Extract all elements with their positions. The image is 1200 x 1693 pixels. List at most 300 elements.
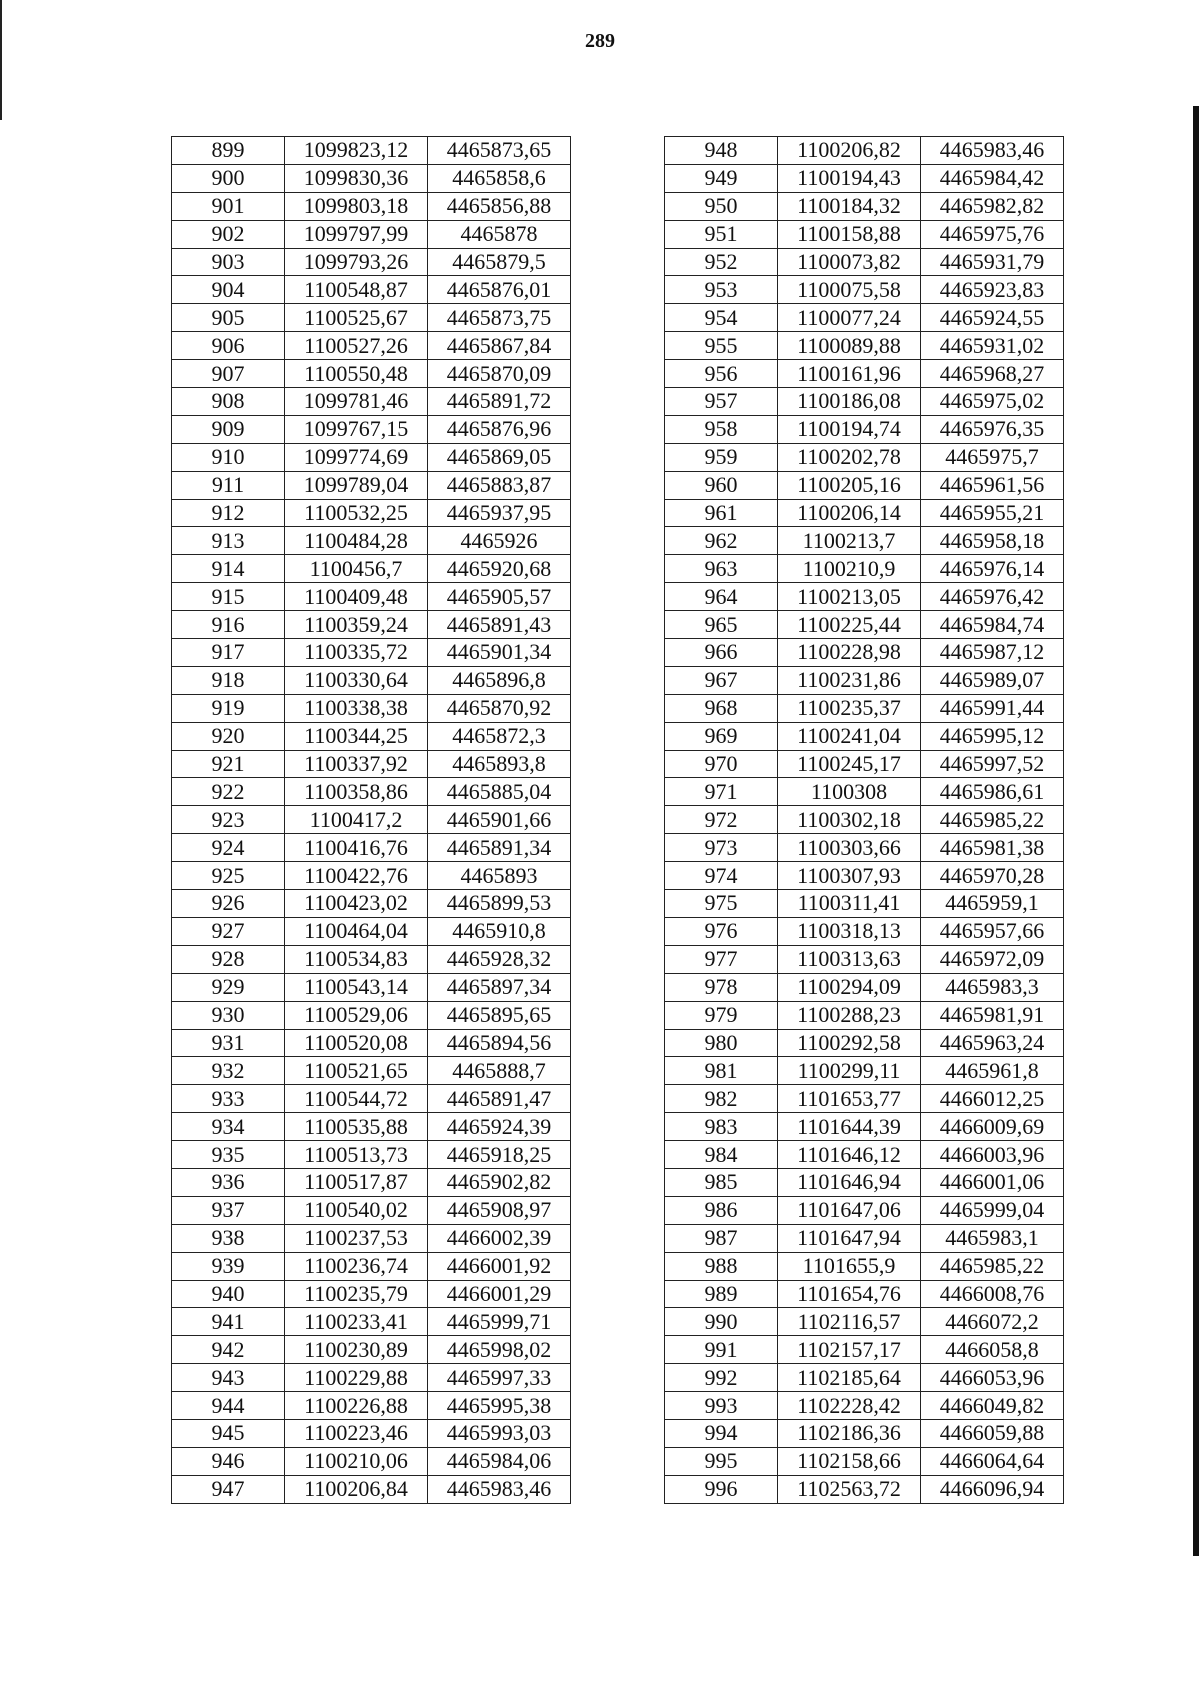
- table-row: [172, 1308, 571, 1336]
- table-row: [665, 778, 1064, 806]
- coordinates-table-right: [664, 136, 1064, 1504]
- point-number-cell: 926: [172, 890, 285, 918]
- table-row: [172, 332, 571, 360]
- point-number-cell: 967: [665, 666, 778, 694]
- point-number-cell: 954: [665, 304, 778, 332]
- y-coordinate-cell: 4465910,8: [428, 917, 571, 945]
- table-row: [665, 1392, 1064, 1420]
- x-coordinate-cell: 1101655,9: [778, 1252, 921, 1280]
- table-row: [665, 137, 1064, 165]
- y-coordinate-cell: 4466064,64: [921, 1447, 1064, 1475]
- point-number-cell: 976: [665, 917, 778, 945]
- point-number-cell: 983: [665, 1113, 778, 1141]
- y-coordinate-cell: 4465869,05: [428, 443, 571, 471]
- y-coordinate-cell: 4465975,76: [921, 220, 1064, 248]
- x-coordinate-cell: 1100484,28: [285, 527, 428, 555]
- x-coordinate-cell: 1100161,96: [778, 360, 921, 388]
- point-number-cell: 921: [172, 750, 285, 778]
- point-number-cell: 940: [172, 1280, 285, 1308]
- scan-edge-line: [0, 0, 2, 120]
- point-number-cell: 924: [172, 834, 285, 862]
- x-coordinate-cell: 1100534,83: [285, 945, 428, 973]
- point-number-cell: 984: [665, 1141, 778, 1169]
- point-number-cell: 899: [172, 137, 285, 165]
- y-coordinate-cell: 4465955,21: [921, 499, 1064, 527]
- x-coordinate-cell: 1100318,13: [778, 917, 921, 945]
- y-coordinate-cell: 4465858,6: [428, 164, 571, 192]
- y-coordinate-cell: 4465931,02: [921, 332, 1064, 360]
- x-coordinate-cell: 1100337,92: [285, 750, 428, 778]
- y-coordinate-cell: 4465984,42: [921, 164, 1064, 192]
- x-coordinate-cell: 1102116,57: [778, 1308, 921, 1336]
- y-coordinate-cell: 4465872,3: [428, 722, 571, 750]
- point-number-cell: 973: [665, 834, 778, 862]
- y-coordinate-cell: 4466058,8: [921, 1336, 1064, 1364]
- y-coordinate-cell: 4465893: [428, 862, 571, 890]
- point-number-cell: 953: [665, 276, 778, 304]
- x-coordinate-cell: 1100520,08: [285, 1029, 428, 1057]
- x-coordinate-cell: 1100205,16: [778, 471, 921, 499]
- point-number-cell: 917: [172, 639, 285, 667]
- point-number-cell: 922: [172, 778, 285, 806]
- y-coordinate-cell: 4466012,25: [921, 1085, 1064, 1113]
- table-row: [172, 555, 571, 583]
- y-coordinate-cell: 4465983,46: [921, 137, 1064, 165]
- y-coordinate-cell: 4465983,1: [921, 1224, 1064, 1252]
- table-row: [172, 834, 571, 862]
- x-coordinate-cell: 1100206,14: [778, 499, 921, 527]
- x-coordinate-cell: 1101653,77: [778, 1085, 921, 1113]
- table-row: [665, 388, 1064, 416]
- y-coordinate-cell: 4465937,95: [428, 499, 571, 527]
- table-row: [172, 1224, 571, 1252]
- y-coordinate-cell: 4466053,96: [921, 1364, 1064, 1392]
- x-coordinate-cell: 1102157,17: [778, 1336, 921, 1364]
- table-row: [172, 415, 571, 443]
- x-coordinate-cell: 1100311,41: [778, 890, 921, 918]
- point-number-cell: 982: [665, 1085, 778, 1113]
- y-coordinate-cell: 4465975,7: [921, 443, 1064, 471]
- x-coordinate-cell: 1100423,02: [285, 890, 428, 918]
- x-coordinate-cell: 1100308: [778, 778, 921, 806]
- y-coordinate-cell: 4465961,56: [921, 471, 1064, 499]
- table-row: [665, 1001, 1064, 1029]
- y-coordinate-cell: 4465899,53: [428, 890, 571, 918]
- table-row: [665, 220, 1064, 248]
- table-row: [665, 360, 1064, 388]
- point-number-cell: 904: [172, 276, 285, 304]
- table-row: [172, 248, 571, 276]
- y-coordinate-cell: 4465876,01: [428, 276, 571, 304]
- table-row: [172, 1419, 571, 1447]
- y-coordinate-cell: 4465928,32: [428, 945, 571, 973]
- x-coordinate-cell: 1100338,38: [285, 694, 428, 722]
- point-number-cell: 980: [665, 1029, 778, 1057]
- y-coordinate-cell: 4465885,04: [428, 778, 571, 806]
- table-row: [172, 973, 571, 1001]
- y-coordinate-cell: 4465976,14: [921, 555, 1064, 583]
- y-coordinate-cell: 4465878: [428, 220, 571, 248]
- y-coordinate-cell: 4465891,43: [428, 611, 571, 639]
- table-row: [665, 1447, 1064, 1475]
- y-coordinate-cell: 4465958,18: [921, 527, 1064, 555]
- table-row: [172, 862, 571, 890]
- y-coordinate-cell: 4465976,42: [921, 583, 1064, 611]
- point-number-cell: 929: [172, 973, 285, 1001]
- point-number-cell: 968: [665, 694, 778, 722]
- x-coordinate-cell: 1099793,26: [285, 248, 428, 276]
- table-row: [665, 471, 1064, 499]
- table-row: [172, 443, 571, 471]
- point-number-cell: 969: [665, 722, 778, 750]
- y-coordinate-cell: 4465902,82: [428, 1168, 571, 1196]
- point-number-cell: 966: [665, 639, 778, 667]
- table-row: [665, 248, 1064, 276]
- y-coordinate-cell: 4465961,8: [921, 1057, 1064, 1085]
- y-coordinate-cell: 4466002,39: [428, 1224, 571, 1252]
- y-coordinate-cell: 4465924,55: [921, 304, 1064, 332]
- x-coordinate-cell: 1100237,53: [285, 1224, 428, 1252]
- y-coordinate-cell: 4465987,12: [921, 639, 1064, 667]
- table-row: [665, 750, 1064, 778]
- y-coordinate-cell: 4465999,71: [428, 1308, 571, 1336]
- table-row: [172, 1057, 571, 1085]
- y-coordinate-cell: 4466096,94: [921, 1475, 1064, 1503]
- point-number-cell: 970: [665, 750, 778, 778]
- table-row: [172, 304, 571, 332]
- table-row: [172, 1364, 571, 1392]
- y-coordinate-cell: 4465991,44: [921, 694, 1064, 722]
- y-coordinate-cell: 4465998,02: [428, 1336, 571, 1364]
- y-coordinate-cell: 4465986,61: [921, 778, 1064, 806]
- point-number-cell: 932: [172, 1057, 285, 1085]
- x-coordinate-cell: 1100344,25: [285, 722, 428, 750]
- point-number-cell: 974: [665, 862, 778, 890]
- y-coordinate-cell: 4466049,82: [921, 1392, 1064, 1420]
- point-number-cell: 928: [172, 945, 285, 973]
- table-row: [665, 1113, 1064, 1141]
- point-number-cell: 941: [172, 1308, 285, 1336]
- table-row: [665, 276, 1064, 304]
- table-row: [172, 1280, 571, 1308]
- y-coordinate-cell: 4465972,09: [921, 945, 1064, 973]
- table-row: [172, 388, 571, 416]
- y-coordinate-cell: 4465976,35: [921, 415, 1064, 443]
- table-row: [172, 1168, 571, 1196]
- x-coordinate-cell: 1102158,66: [778, 1447, 921, 1475]
- point-number-cell: 981: [665, 1057, 778, 1085]
- y-coordinate-cell: 4465995,12: [921, 722, 1064, 750]
- x-coordinate-cell: 1100213,05: [778, 583, 921, 611]
- x-coordinate-cell: 1100307,93: [778, 862, 921, 890]
- x-coordinate-cell: 1100299,11: [778, 1057, 921, 1085]
- table-row: [172, 1029, 571, 1057]
- table-row: [172, 1252, 571, 1280]
- x-coordinate-cell: 1099830,36: [285, 164, 428, 192]
- point-number-cell: 959: [665, 443, 778, 471]
- y-coordinate-cell: 4465931,79: [921, 248, 1064, 276]
- y-coordinate-cell: 4465970,28: [921, 862, 1064, 890]
- table-row: [665, 1475, 1064, 1503]
- table-row: [665, 639, 1064, 667]
- x-coordinate-cell: 1100543,14: [285, 973, 428, 1001]
- y-coordinate-cell: 4465896,8: [428, 666, 571, 694]
- x-coordinate-cell: 1099767,15: [285, 415, 428, 443]
- point-number-cell: 950: [665, 192, 778, 220]
- point-number-cell: 913: [172, 527, 285, 555]
- x-coordinate-cell: 1100206,82: [778, 137, 921, 165]
- x-coordinate-cell: 1100158,88: [778, 220, 921, 248]
- table-row: [665, 1141, 1064, 1169]
- x-coordinate-cell: 1100288,23: [778, 1001, 921, 1029]
- table-row: [665, 1336, 1064, 1364]
- x-coordinate-cell: 1100241,04: [778, 722, 921, 750]
- y-coordinate-cell: 4465983,3: [921, 973, 1064, 1001]
- point-number-cell: 910: [172, 443, 285, 471]
- point-number-cell: 916: [172, 611, 285, 639]
- y-coordinate-cell: 4465888,7: [428, 1057, 571, 1085]
- table-row: [172, 276, 571, 304]
- y-coordinate-cell: 4466008,76: [921, 1280, 1064, 1308]
- y-coordinate-cell: 4465867,84: [428, 332, 571, 360]
- y-coordinate-cell: 4465891,34: [428, 834, 571, 862]
- point-number-cell: 903: [172, 248, 285, 276]
- x-coordinate-cell: 1100194,43: [778, 164, 921, 192]
- y-coordinate-cell: 4466059,88: [921, 1419, 1064, 1447]
- x-coordinate-cell: 1100313,63: [778, 945, 921, 973]
- x-coordinate-cell: 1100416,76: [285, 834, 428, 862]
- point-number-cell: 957: [665, 388, 778, 416]
- table-row: [665, 1168, 1064, 1196]
- x-coordinate-cell: 1100210,06: [285, 1447, 428, 1475]
- point-number-cell: 927: [172, 917, 285, 945]
- y-coordinate-cell: 4465895,65: [428, 1001, 571, 1029]
- point-number-cell: 900: [172, 164, 285, 192]
- x-coordinate-cell: 1100184,32: [778, 192, 921, 220]
- y-coordinate-cell: 4465926: [428, 527, 571, 555]
- x-coordinate-cell: 1100540,02: [285, 1196, 428, 1224]
- table-row: [172, 1392, 571, 1420]
- scan-edge-bar: [1193, 106, 1199, 1556]
- x-coordinate-cell: 1100535,88: [285, 1113, 428, 1141]
- point-number-cell: 952: [665, 248, 778, 276]
- y-coordinate-cell: 4465982,82: [921, 192, 1064, 220]
- x-coordinate-cell: 1100228,98: [778, 639, 921, 667]
- table-row: [665, 1419, 1064, 1447]
- point-number-cell: 912: [172, 499, 285, 527]
- x-coordinate-cell: 1100075,58: [778, 276, 921, 304]
- table-row: [665, 527, 1064, 555]
- table-row: [665, 890, 1064, 918]
- x-coordinate-cell: 1101646,12: [778, 1141, 921, 1169]
- table-row: [665, 164, 1064, 192]
- point-number-cell: 994: [665, 1419, 778, 1447]
- table-row: [172, 778, 571, 806]
- x-coordinate-cell: 1100245,17: [778, 750, 921, 778]
- table-row: [172, 220, 571, 248]
- y-coordinate-cell: 4465963,24: [921, 1029, 1064, 1057]
- x-coordinate-cell: 1100233,41: [285, 1308, 428, 1336]
- table-row: [665, 1364, 1064, 1392]
- point-number-cell: 946: [172, 1447, 285, 1475]
- table-row: [172, 1141, 571, 1169]
- table-row: [172, 1196, 571, 1224]
- x-coordinate-cell: 1100223,46: [285, 1419, 428, 1447]
- coordinates-table-left: [171, 136, 571, 1504]
- y-coordinate-cell: 4465999,04: [921, 1196, 1064, 1224]
- y-coordinate-cell: 4465983,46: [428, 1475, 571, 1503]
- x-coordinate-cell: 1101647,06: [778, 1196, 921, 1224]
- y-coordinate-cell: 4465891,72: [428, 388, 571, 416]
- y-coordinate-cell: 4465924,39: [428, 1113, 571, 1141]
- x-coordinate-cell: 1102228,42: [778, 1392, 921, 1420]
- x-coordinate-cell: 1100236,74: [285, 1252, 428, 1280]
- table-row: [665, 666, 1064, 694]
- x-coordinate-cell: 1101647,94: [778, 1224, 921, 1252]
- y-coordinate-cell: 4465968,27: [921, 360, 1064, 388]
- x-coordinate-cell: 1100532,25: [285, 499, 428, 527]
- x-coordinate-cell: 1100077,24: [778, 304, 921, 332]
- point-number-cell: 942: [172, 1336, 285, 1364]
- x-coordinate-cell: 1102563,72: [778, 1475, 921, 1503]
- point-number-cell: 915: [172, 583, 285, 611]
- table-row: [172, 527, 571, 555]
- table-row: [172, 806, 571, 834]
- y-coordinate-cell: 4465975,02: [921, 388, 1064, 416]
- point-number-cell: 939: [172, 1252, 285, 1280]
- y-coordinate-cell: 4465893,8: [428, 750, 571, 778]
- point-number-cell: 908: [172, 388, 285, 416]
- y-coordinate-cell: 4466009,69: [921, 1113, 1064, 1141]
- x-coordinate-cell: 1100302,18: [778, 806, 921, 834]
- x-coordinate-cell: 1100527,26: [285, 332, 428, 360]
- point-number-cell: 933: [172, 1085, 285, 1113]
- x-coordinate-cell: 1100206,84: [285, 1475, 428, 1503]
- x-coordinate-cell: 1100513,73: [285, 1141, 428, 1169]
- x-coordinate-cell: 1101646,94: [778, 1168, 921, 1196]
- y-coordinate-cell: 4465920,68: [428, 555, 571, 583]
- x-coordinate-cell: 1100335,72: [285, 639, 428, 667]
- point-number-cell: 947: [172, 1475, 285, 1503]
- table-row: [172, 499, 571, 527]
- x-coordinate-cell: 1100213,7: [778, 527, 921, 555]
- point-number-cell: 938: [172, 1224, 285, 1252]
- x-coordinate-cell: 1100231,86: [778, 666, 921, 694]
- x-coordinate-cell: 1100548,87: [285, 276, 428, 304]
- x-coordinate-cell: 1100202,78: [778, 443, 921, 471]
- point-number-cell: 989: [665, 1280, 778, 1308]
- point-number-cell: 965: [665, 611, 778, 639]
- table-row: [665, 1057, 1064, 1085]
- x-coordinate-cell: 1100456,7: [285, 555, 428, 583]
- table-row: [172, 694, 571, 722]
- table-row: [172, 360, 571, 388]
- point-number-cell: 990: [665, 1308, 778, 1336]
- point-number-cell: 901: [172, 192, 285, 220]
- x-coordinate-cell: 1099774,69: [285, 443, 428, 471]
- y-coordinate-cell: 4465918,25: [428, 1141, 571, 1169]
- y-coordinate-cell: 4465901,66: [428, 806, 571, 834]
- table-row: [665, 973, 1064, 1001]
- point-number-cell: 906: [172, 332, 285, 360]
- x-coordinate-cell: 1099823,12: [285, 137, 428, 165]
- table-row: [665, 499, 1064, 527]
- table-row: [665, 694, 1064, 722]
- table-row: [172, 192, 571, 220]
- y-coordinate-cell: 4465873,75: [428, 304, 571, 332]
- point-number-cell: 905: [172, 304, 285, 332]
- x-coordinate-cell: 1100186,08: [778, 388, 921, 416]
- point-number-cell: 955: [665, 332, 778, 360]
- table-row: [172, 722, 571, 750]
- x-coordinate-cell: 1100229,88: [285, 1364, 428, 1392]
- y-coordinate-cell: 4466072,2: [921, 1308, 1064, 1336]
- point-number-cell: 907: [172, 360, 285, 388]
- y-coordinate-cell: 4466001,92: [428, 1252, 571, 1280]
- point-number-cell: 914: [172, 555, 285, 583]
- point-number-cell: 931: [172, 1029, 285, 1057]
- y-coordinate-cell: 4465908,97: [428, 1196, 571, 1224]
- point-number-cell: 925: [172, 862, 285, 890]
- y-coordinate-cell: 4465993,03: [428, 1419, 571, 1447]
- x-coordinate-cell: 1100517,87: [285, 1168, 428, 1196]
- table-row: [665, 332, 1064, 360]
- point-number-cell: 949: [665, 164, 778, 192]
- point-number-cell: 956: [665, 360, 778, 388]
- table-row: [172, 137, 571, 165]
- point-number-cell: 972: [665, 806, 778, 834]
- y-coordinate-cell: 4465901,34: [428, 639, 571, 667]
- x-coordinate-cell: 1099803,18: [285, 192, 428, 220]
- table-row: [172, 611, 571, 639]
- y-coordinate-cell: 4465876,96: [428, 415, 571, 443]
- point-number-cell: 987: [665, 1224, 778, 1252]
- y-coordinate-cell: 4465985,22: [921, 1252, 1064, 1280]
- y-coordinate-cell: 4465879,5: [428, 248, 571, 276]
- x-coordinate-cell: 1100525,67: [285, 304, 428, 332]
- x-coordinate-cell: 1100210,9: [778, 555, 921, 583]
- x-coordinate-cell: 1102186,36: [778, 1419, 921, 1447]
- y-coordinate-cell: 4465984,06: [428, 1447, 571, 1475]
- table-row: [665, 862, 1064, 890]
- y-coordinate-cell: 4466003,96: [921, 1141, 1064, 1169]
- y-coordinate-cell: 4466001,29: [428, 1280, 571, 1308]
- x-coordinate-cell: 1100073,82: [778, 248, 921, 276]
- y-coordinate-cell: 4465997,33: [428, 1364, 571, 1392]
- table-row: [665, 611, 1064, 639]
- y-coordinate-cell: 4465981,38: [921, 834, 1064, 862]
- table-row: [665, 443, 1064, 471]
- point-number-cell: 944: [172, 1392, 285, 1420]
- point-number-cell: 951: [665, 220, 778, 248]
- table-row: [172, 1085, 571, 1113]
- x-coordinate-cell: 1100422,76: [285, 862, 428, 890]
- x-coordinate-cell: 1100194,74: [778, 415, 921, 443]
- point-number-cell: 920: [172, 722, 285, 750]
- table-row: [172, 666, 571, 694]
- point-number-cell: 978: [665, 973, 778, 1001]
- y-coordinate-cell: 4465873,65: [428, 137, 571, 165]
- x-coordinate-cell: 1100225,44: [778, 611, 921, 639]
- point-number-cell: 985: [665, 1168, 778, 1196]
- x-coordinate-cell: 1100417,2: [285, 806, 428, 834]
- table-row: [665, 1280, 1064, 1308]
- point-number-cell: 961: [665, 499, 778, 527]
- table-row: [172, 750, 571, 778]
- point-number-cell: 936: [172, 1168, 285, 1196]
- x-coordinate-cell: 1100464,04: [285, 917, 428, 945]
- table-row: [172, 1001, 571, 1029]
